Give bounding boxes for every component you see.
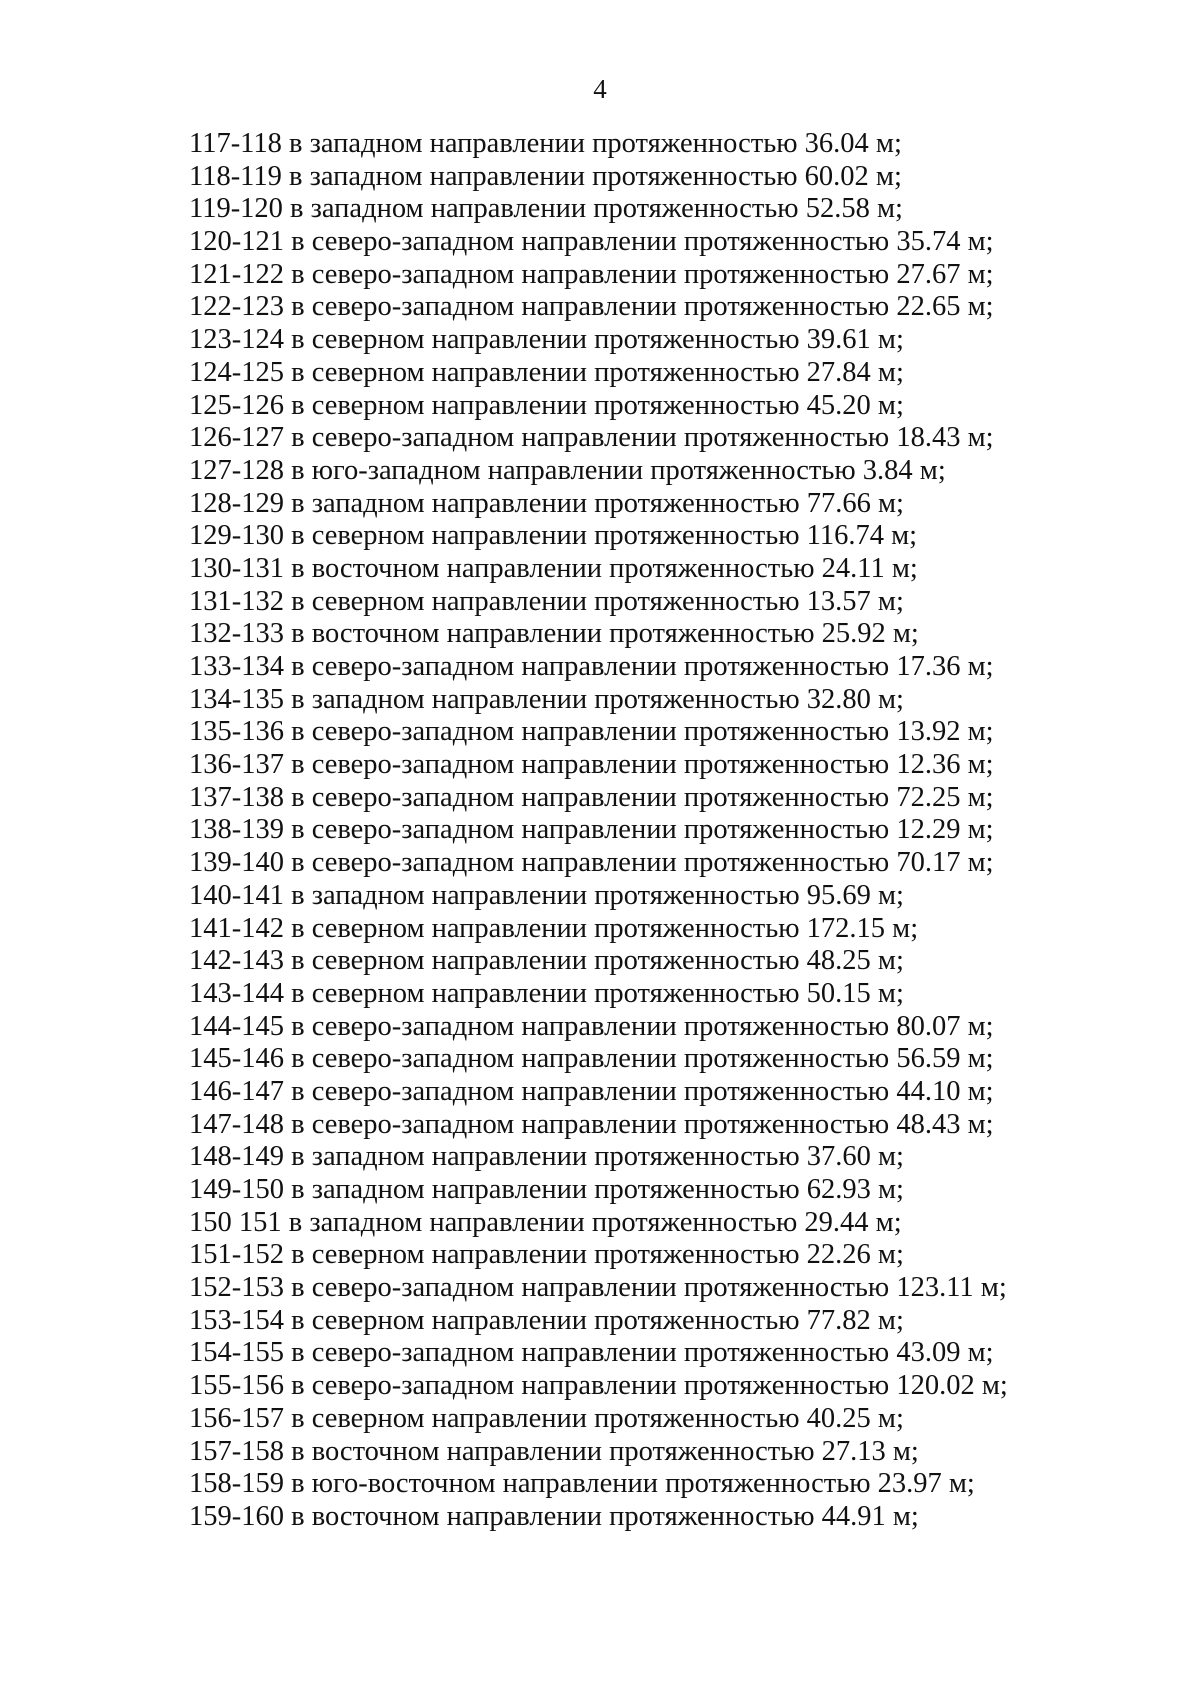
boundary-line: 157-158 в восточном направлении протяженностью 27.13 м; bbox=[189, 1435, 919, 1467]
boundary-line: 131-132 в северном направлении протяженностью 13.57 м; bbox=[189, 585, 904, 617]
boundary-line: 146-147 в северо-западном направлении протяженностью 44.10 м; bbox=[189, 1075, 994, 1107]
boundary-line: 134-135 в западном направлении протяженностью 32.80 м; bbox=[189, 683, 904, 715]
boundary-line: 144-145 в северо-западном направлении протяженностью 80.07 м; bbox=[189, 1010, 994, 1042]
boundary-line: 141-142 в северном направлении протяженностью 172.15 м; bbox=[189, 912, 919, 944]
boundary-line: 143-144 в северном направлении протяженностью 50.15 м; bbox=[189, 977, 904, 1009]
boundary-line: 130-131 в восточном направлении протяженностью 24.11 м; bbox=[189, 552, 918, 584]
boundary-line: 156-157 в северном направлении протяженностью 40.25 м; bbox=[189, 1402, 904, 1434]
boundary-line: 118-119 в западном направлении протяженностью 60.02 м; bbox=[189, 160, 902, 192]
boundary-line: 149-150 в западном направлении протяженностью 62.93 м; bbox=[189, 1174, 904, 1205]
boundary-line: 122-123 в северо-западном направлении протяженностью 22.65 м; bbox=[189, 291, 994, 323]
boundary-line: 138-139 в северо-западном направлении протяженностью 12.29 м; bbox=[189, 814, 994, 846]
boundary-line: 133-134 в северо-западном направлении протяженностью 17.36 м; bbox=[189, 651, 994, 682]
boundary-line: 148-149 в западном направлении протяженностью 37.60 м; bbox=[189, 1141, 904, 1173]
boundary-line: 119-120 в западном направлении протяженностью 52.58 м; bbox=[189, 193, 903, 225]
boundary-line: 137-138 в северо-западном направлении протяженностью 72.25 м; bbox=[189, 781, 994, 813]
boundary-line: 121-122 в северо-западном направлении протяженностью 27.67 м; bbox=[189, 258, 994, 290]
boundary-line: 132-133 в восточном направлении протяженностью 25.92 м; bbox=[189, 618, 919, 650]
boundary-line: 117-118 в западном направлении протяженностью 36.04 м; bbox=[189, 128, 902, 159]
boundary-line: 126-127 в северо-западном направлении протяженностью 18.43 м; bbox=[189, 422, 994, 454]
boundary-line: 145-146 в северо-западном направлении протяженностью 56.59 м; bbox=[189, 1043, 994, 1075]
boundary-line: 136-137 в северо-западном направлении протяженностью 12.36 м; bbox=[189, 749, 994, 781]
boundary-line: 154-155 в северо-западном направлении протяженностью 43.09 м; bbox=[189, 1337, 994, 1369]
boundary-line: 158-159 в юго-восточном направлении протяженностью 23.97 м; bbox=[189, 1468, 975, 1500]
boundary-line: 150 151 в западном направлении протяженностью 29.44 м; bbox=[189, 1206, 902, 1238]
boundary-line: 140-141 в западном направлении протяженностью 95.69 м; bbox=[189, 879, 904, 911]
boundary-line: 127-128 в юго-западном направлении протяженностью 3.84 м; bbox=[189, 454, 946, 486]
boundary-line: 135-136 в северо-западном направлении протяженностью 13.92 м; bbox=[189, 716, 994, 748]
boundary-line: 155-156 в северо-западном направлении протяженностью 120.02 м; bbox=[189, 1370, 1008, 1402]
boundary-line: 128-129 в западном направлении протяженностью 77.66 м; bbox=[189, 487, 904, 519]
boundary-line: 159-160 в восточном направлении протяженностью 44.91 м; bbox=[189, 1500, 919, 1532]
boundary-line: 123-124 в северном направлении протяженностью 39.61 м; bbox=[189, 324, 904, 356]
page-number: 4 bbox=[593, 74, 607, 104]
boundary-line: 125-126 в северном направлении протяженностью 45.20 м; bbox=[189, 389, 904, 421]
boundary-description-list bbox=[189, 128, 1089, 1534]
boundary-line: 153-154 в северном направлении протяженностью 77.82 м; bbox=[189, 1304, 904, 1336]
boundary-line: 124-125 в северном направлении протяженностью 27.84 м; bbox=[189, 356, 904, 388]
boundary-line: 147-148 в северо-западном направлении протяженностью 48.43 м; bbox=[189, 1108, 994, 1140]
boundary-line: 142-143 в северном направлении протяженностью 48.25 м; bbox=[189, 945, 904, 977]
boundary-line: 152-153 в северо-западном направлении протяженностью 123.11 м; bbox=[189, 1272, 1007, 1304]
boundary-line: 139-140 в северо-западном направлении протяженностью 70.17 м; bbox=[189, 847, 994, 879]
boundary-line: 151-152 в северном направлении протяженностью 22.26 м; bbox=[189, 1239, 904, 1271]
boundary-line: 120-121 в северо-западном направлении протяженностью 35.74 м; bbox=[189, 226, 994, 258]
boundary-line: 129-130 в северном направлении протяженностью 116.74 м; bbox=[189, 520, 918, 552]
